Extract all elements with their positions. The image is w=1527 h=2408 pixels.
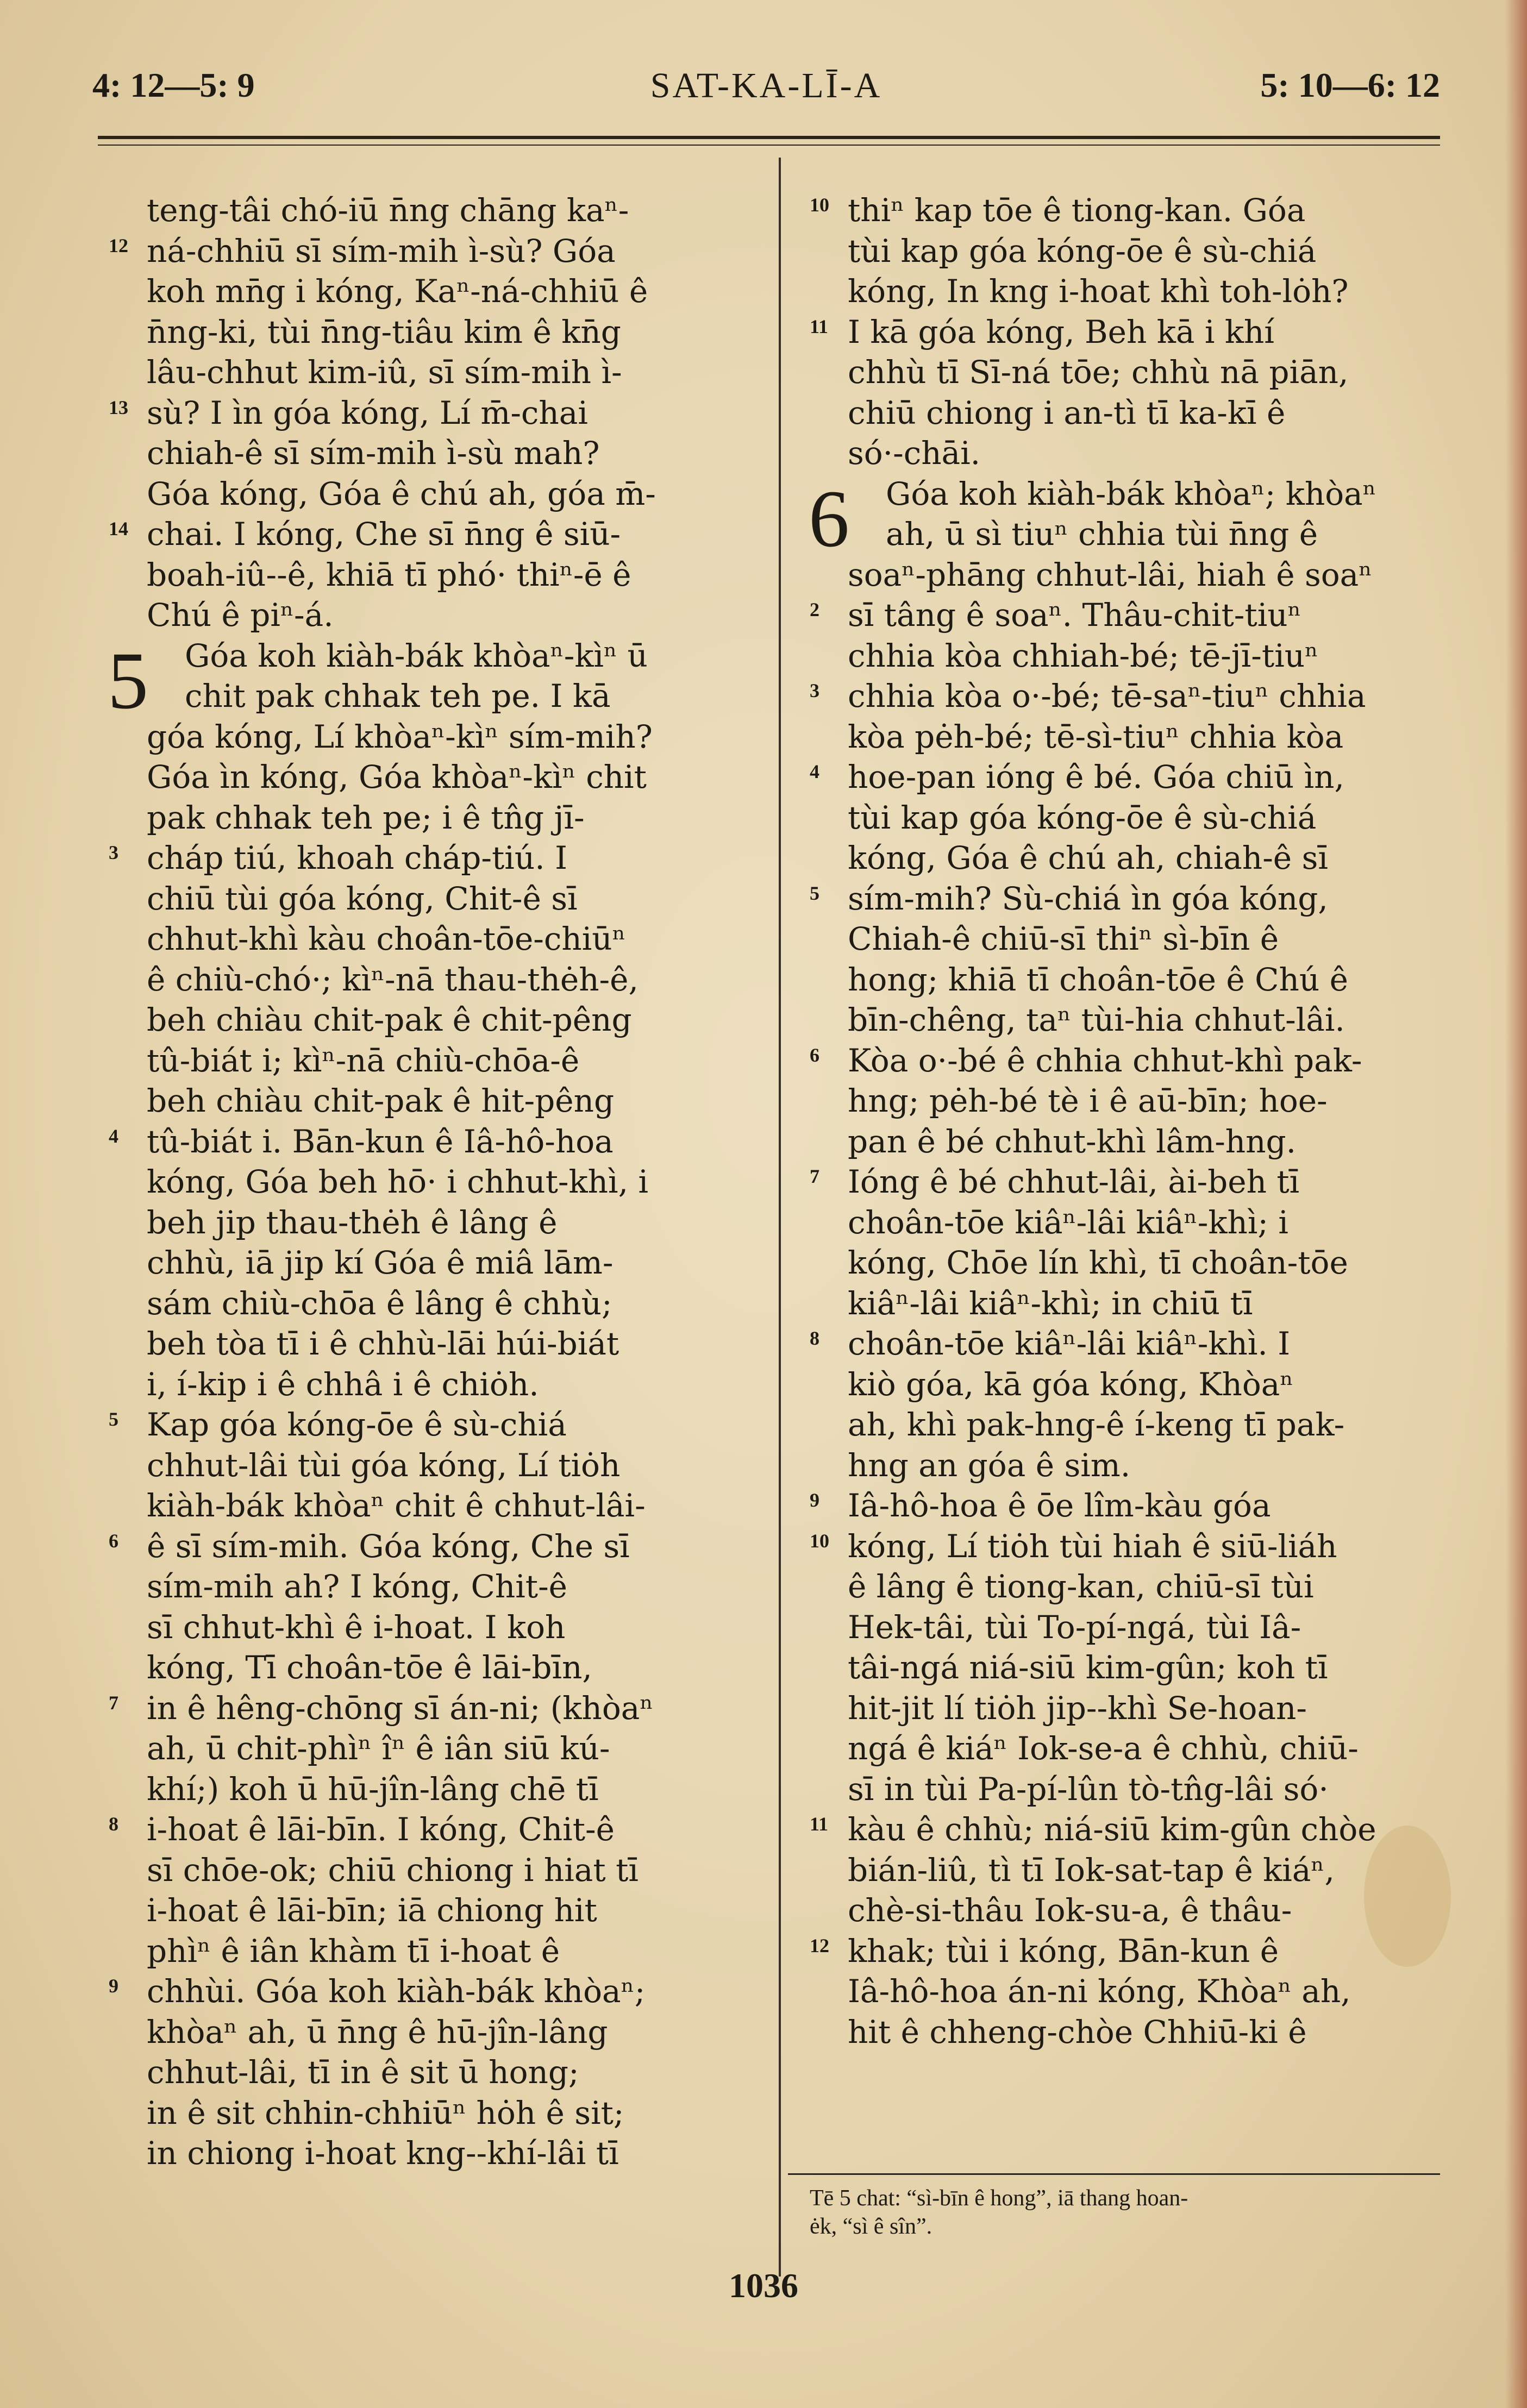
line-text: tû-biát i; kìⁿ-nā chiù-chōa-ê [147,1042,580,1079]
line-text: ê chiù-chó·; kìⁿ-nā thau-thėh-ê, [147,961,639,998]
line-text: i-hoat ê lāi-bīn; iā chiong hit [147,1892,597,1929]
text-line [810,636,1467,676]
line-text: ah, khì pak-hng-ê í-keng tī pak- [848,1406,1345,1443]
line-text: chhùi. Góa koh kiàh-bák khòaⁿ; [147,1973,646,2010]
line-text: chhia kòa o·-bé; tē-saⁿ-tiuⁿ chhia [848,678,1366,714]
line-text: ah, ū chit-phìⁿ îⁿ ê iân siū kú- [147,1730,610,1767]
text-line [810,514,1467,555]
line-text: ê sī sím-mih. Góa kóng, Che sī [147,1527,630,1565]
footnote-line: Tē 5 chat: “sì-bīn ê hong”, iā thang hoan- [810,2186,1188,2211]
line-text: ê lâng ê tiong-kan, chiū-sī tùi [848,1568,1314,1605]
verse-number: 5 [810,882,819,904]
text-line [810,1404,1467,1445]
text-line [810,312,1467,353]
text-line [109,1769,766,1810]
text-line [109,1404,766,1445]
line-text: Kap góa kóng-ōe ê sù-chiá [147,1406,567,1443]
text-line [810,1931,1467,1972]
line-text: teng-tâi chó-iū n̄ng chāng kaⁿ- [147,192,629,229]
text-line [810,798,1467,838]
verse-number: 3 [109,842,118,863]
verse-number: 9 [109,1975,118,1997]
line-text: kiàh-bák khòaⁿ chit ê chhut-lâi- [147,1487,646,1524]
verse-number: 8 [109,1813,118,1835]
text-line [810,960,1467,1000]
verse-number: 4 [109,1125,118,1147]
text-line [810,1971,1467,2012]
line-text: chiah-ê sī sím-mih ì-sù mah? [147,435,600,472]
line-text: kòa pėh-bé; tē-sì-tiuⁿ chhia kòa [848,718,1344,755]
text-line [810,757,1467,798]
text-line [109,1121,766,1162]
text-line [810,1121,1467,1162]
line-text: Kòa o·-bé ê chhia chhut-khì pak- [848,1042,1362,1079]
page-edge [1505,0,1527,2408]
line-text: Chú ê piⁿ-á. [147,597,334,634]
line-text: Iâ-hô-hoa ê ōe lîm-kàu góa [848,1487,1271,1524]
text-line [810,190,1467,231]
line-text: khí;) koh ū hū-jîn-lâng chē tī [147,1770,599,1808]
text-line [109,1324,766,1364]
line-text: sī chōe-ok; chiū chiong i hiat tī [147,1851,639,1889]
text-line [810,1850,1467,1891]
line-text: choân-tōe kiâⁿ-lâi kiâⁿ-khì; i [848,1203,1288,1241]
line-text: tâi-ngá niá-siū kim-gûn; koh tī [848,1649,1328,1686]
line-text: góa kóng, Lí khòaⁿ-kìⁿ sím-mih? [147,718,653,755]
running-title: SAT-KA-LĪ-A [650,66,883,105]
text-line [810,1647,1467,1688]
text-line [109,1000,766,1040]
line-text: lâu-chhut kim-iû, sī sím-mih ì- [147,354,622,391]
text-line [109,879,766,919]
text-line [810,1445,1467,1486]
line-text: beh tòa tī i ê chhù-lāi húi-biát [147,1325,619,1362]
verse-number: 4 [810,761,819,782]
text-line [109,2012,766,2053]
line-text: chè-si-thâu Iok-su-a, ê thâu- [848,1892,1292,1929]
text-line [810,717,1467,757]
text-line [109,514,766,555]
line-text: tû-biát i. Bān-kun ê Iâ-hô-hoa [147,1123,614,1160]
line-text: kóng, Góa ê chú ah, chiah-ê sī [848,839,1328,876]
text-line [810,838,1467,879]
text-line [109,1485,766,1526]
verse-number: 10 [810,194,829,216]
line-text: khòaⁿ ah, ū n̄ng ê hū-jîn-lâng [147,2013,608,2050]
line-text: sím-mih? Sù-chiá ìn góa kóng, [848,880,1328,917]
text-line [109,474,766,515]
text-line [109,1607,766,1648]
text-line [810,676,1467,717]
line-text: kóng, Tī choân-tōe ê lāi-bīn, [147,1649,592,1686]
line-text: hng an góa ê sim. [848,1446,1131,1484]
text-line [810,1202,1467,1243]
line-text: beh chiàu chit-pak ê chit-pêng [147,1001,632,1038]
line-text: beh chiàu chit-pak ê hit-pêng [147,1082,615,1119]
line-text: tùi kap góa kóng-ōe ê sù-chiá [848,799,1317,836]
line-text: Góa koh kiàh-bák khòaⁿ-kìⁿ ū [185,637,648,674]
text-line [109,2133,766,2174]
line-text: koh mn̄g i kóng, Kaⁿ-ná-chhiū ê [147,273,648,310]
line-text: kiâⁿ-lâi kiâⁿ-khì; in chiū tī [848,1284,1253,1322]
header-rule-thin [98,145,1440,146]
footnote [810,2184,1435,2241]
line-text: n̄ng-ki, tùi n̄ng-tiâu kim ê kn̄g [147,313,621,350]
verse-number: 6 [109,1529,118,1552]
line-text: tùi kap góa kóng-ōe ê sù-chiá [848,232,1317,269]
line-text: I kā góa kóng, Beh kā i khí [848,313,1274,350]
text-line [109,352,766,393]
text-line [810,1040,1467,1081]
line-text: hoe-pan ióng ê bé. Góa chiū ìn, [848,758,1344,795]
text-line [810,1283,1467,1324]
line-text: sím-mih ah? I kóng, Chit-ê [147,1568,567,1605]
text-line [109,919,766,960]
line-text: chiū tùi góa kóng, Chit-ê sī [147,880,578,917]
text-line [109,555,766,595]
line-text: soaⁿ-phāng chhut-lâi, hiah ê soaⁿ [848,556,1373,593]
text-line [109,1526,766,1567]
text-line [810,1769,1467,1810]
line-text: só·-chāi. [848,435,981,472]
verse-number: 5 [109,1408,118,1430]
text-line [810,919,1467,960]
line-text: ná-chhiū sī sím-mih ì-sù? Góa [147,232,616,269]
line-text: in ê hêng-chōng sī án-ni; (khòaⁿ [147,1689,654,1727]
text-line [109,271,766,312]
text-line [810,1081,1467,1121]
text-line [810,231,1467,272]
text-line [109,717,766,757]
text-line [810,352,1467,393]
text-line [109,1040,766,1081]
line-text: sī tâng ê soaⁿ. Thâu-chit-tiuⁿ [848,597,1301,634]
text-line [810,1243,1467,1283]
line-text: Góa ìn kóng, Góa khòaⁿ-kìⁿ chit [147,758,647,795]
line-text: khak; tùi i kóng, Bān-kun ê [848,1932,1279,1970]
text-line [810,1890,1467,1931]
line-text: i-hoat ê lāi-bīn. I kóng, Chit-ê [147,1811,615,1848]
text-line [810,433,1467,474]
verse-number: 8 [810,1327,819,1349]
text-line [109,1081,766,1121]
line-text: sī chhut-khì ê i-hoat. I koh [147,1608,566,1646]
text-line [810,595,1467,636]
line-text: Chiah-ê chiū-sī thiⁿ sì-bīn ê [848,920,1279,957]
text-line [810,1324,1467,1364]
verse-number: 14 [109,518,128,540]
line-text: thiⁿ kap tōe ê tiong-kan. Góa [848,192,1306,229]
text-line [109,1931,766,1972]
text-line [810,1566,1467,1607]
line-text: pak chhak teh pe; i ê tn̂g jī- [147,799,585,836]
line-text: kóng, Lí tiȯh tùi hiah ê siū-liáh [848,1527,1337,1565]
line-text: Hek-tâi, tùi To-pí-ngá, tùi Iâ- [848,1608,1301,1646]
text-line [109,757,766,798]
text-line [109,960,766,1000]
text-line [810,1000,1467,1040]
line-text: ah, ū sì tiuⁿ chhia tùi n̄ng ê [886,516,1318,553]
line-text: ngá ê kiáⁿ Iok-se-a ê chhù, chiū- [848,1730,1359,1767]
line-text: cháp tiú, khoah cháp-tiú. I [147,839,567,876]
verse-number: 10 [810,1529,829,1552]
text-line [109,312,766,353]
line-text: sám chiù-chōa ê lâng ê chhù; [147,1284,612,1322]
line-text: Góa koh kiàh-bák khòaⁿ; khòaⁿ [886,475,1376,512]
line-text: beh jip thau-thėh ê lâng ê [147,1203,558,1241]
line-text: chhù tī Sī-ná tōe; chhù nā piān, [848,354,1349,391]
text-line [109,1809,766,1850]
line-text: hit ê chheng-chòe Chhiū-ki ê [848,2013,1307,2050]
text-line [109,433,766,474]
line-text: Ióng ê bé chhut-lâi, ài-beh tī [848,1163,1300,1200]
line-text: kàu ê chhù; niá-siū kim-gûn chòe [848,1811,1376,1848]
text-line [109,1243,766,1283]
text-line [109,1162,766,1202]
text-line [109,1688,766,1729]
column-divider [779,158,781,2277]
text-line [109,190,766,231]
verse-number: 2 [810,599,819,620]
line-text: phìⁿ ê iân khàm tī i-hoat ê [147,1932,560,1970]
line-text: in ê sit chhin-chhiūⁿ hȯh ê sit; [147,2094,624,2131]
text-line [109,798,766,838]
text-line [109,1728,766,1769]
text-line [810,555,1467,595]
text-line [109,1971,766,2012]
footnote-line: ėk, “sì ê sîn”. [810,2214,933,2239]
line-text: chit pak chhak teh pe. I kā [185,678,611,714]
page-header [92,54,1440,120]
line-text: kóng, Chōe lín khì, tī choân-tōe [848,1244,1348,1281]
footnote-rule [788,2173,1440,2175]
line-text: chhù, iā jip kí Góa ê miâ lām- [147,1244,614,1281]
text-line [810,1809,1467,1850]
line-text: chhut-khì kàu choân-tōe-chiūⁿ [147,920,626,957]
text-line [810,393,1467,434]
text-line [810,1688,1467,1729]
line-text: sù? I ìn góa kóng, Lí m̄-chai [147,394,588,431]
line-text: chai. I kóng, Che sī n̄ng ê siū- [147,516,621,553]
text-line [810,271,1467,312]
text-line [109,1890,766,1931]
text-line [109,231,766,272]
left-column [109,190,766,2174]
line-text: bián-liû, tì tī Iok-sat-tap ê kiáⁿ, [848,1851,1335,1889]
text-line [109,1445,766,1486]
text-line [810,1728,1467,1769]
line-text: sī in tùi Pa-pí-lûn tò-tn̂g-lâi só· [848,1770,1329,1808]
text-line [109,1850,766,1891]
verse-number: 7 [810,1165,819,1187]
header-rule [98,136,1440,139]
chapter-number: 5 [108,635,148,726]
text-line [810,1607,1467,1648]
line-text: i, í-kip i ê chhâ i ê chiȯh. [147,1365,539,1403]
text-line [810,1526,1467,1567]
verse-number: 11 [810,1813,829,1835]
verse-number: 7 [109,1691,118,1714]
text-line [109,595,766,636]
text-line [109,1566,766,1607]
header-right-reference: 5: 10—6: 12 [1260,66,1440,104]
line-text: choân-tōe kiâⁿ-lâi kiâⁿ-khì. I [848,1325,1291,1362]
text-line [109,838,766,879]
line-text: chhut-lâi, tī in ê sit ū hong; [147,2054,579,2091]
line-text: in chiong i-hoat kng--khí-lâi tī [147,2135,619,2172]
page-number: 1036 [729,2266,798,2305]
text-line [810,879,1467,919]
text-line [109,2093,766,2134]
verse-number: 12 [810,1934,829,1956]
line-text: Góa kóng, Góa ê chú ah, góa m̄- [147,475,656,512]
line-text: bīn-chêng, taⁿ tùi-hia chhut-lâi. [848,1001,1345,1038]
text-line [109,1647,766,1688]
line-text: hng; pėh-bé tè i ê aū-bīn; hoe- [848,1082,1328,1119]
verse-number: 3 [810,680,819,701]
verse-number: 12 [109,234,128,256]
line-text: kóng, In kng i-hoat khì toh-lȯh? [848,273,1349,310]
line-text: hong; khiā tī choân-tōe ê Chú ê [848,961,1348,998]
text-line [109,1283,766,1324]
chapter-number: 6 [809,473,849,564]
line-text: boah-iû--ê, khiā tī phó· thiⁿ-ē ê [147,556,631,593]
line-text: chhut-lâi tùi góa kóng, Lí tiȯh [147,1446,621,1484]
verse-number: 6 [810,1044,819,1066]
verse-number: 13 [109,396,128,418]
text-line [109,1202,766,1243]
text-line [810,1364,1467,1405]
text-line [109,1364,766,1405]
text-line [810,1485,1467,1526]
text-line [109,2052,766,2093]
text-line [810,1162,1467,1202]
line-text: kiò góa, kā góa kóng, Khòaⁿ [848,1365,1294,1403]
text-line [810,2012,1467,2053]
line-text: kóng, Góa beh hō· i chhut-khì, i [147,1163,648,1200]
verse-number: 11 [810,315,829,337]
right-column [810,190,1467,2052]
text-line [109,393,766,434]
verse-number: 9 [810,1489,819,1511]
header-left-reference: 4: 12—5: 9 [92,66,255,104]
line-text: chiū chiong i an-tì tī ka-kī ê [848,394,1286,431]
line-text: Iâ-hô-hoa án-ni kóng, Khòaⁿ ah, [848,1973,1351,2010]
line-text: hit-jit lí tiȯh jip--khì Se-hoan- [848,1689,1307,1727]
line-text: chhia kòa chhiah-bé; tē-jī-tiuⁿ [848,637,1319,674]
line-text: pan ê bé chhut-khì lâm-hng. [848,1123,1297,1160]
text-line [109,676,766,717]
